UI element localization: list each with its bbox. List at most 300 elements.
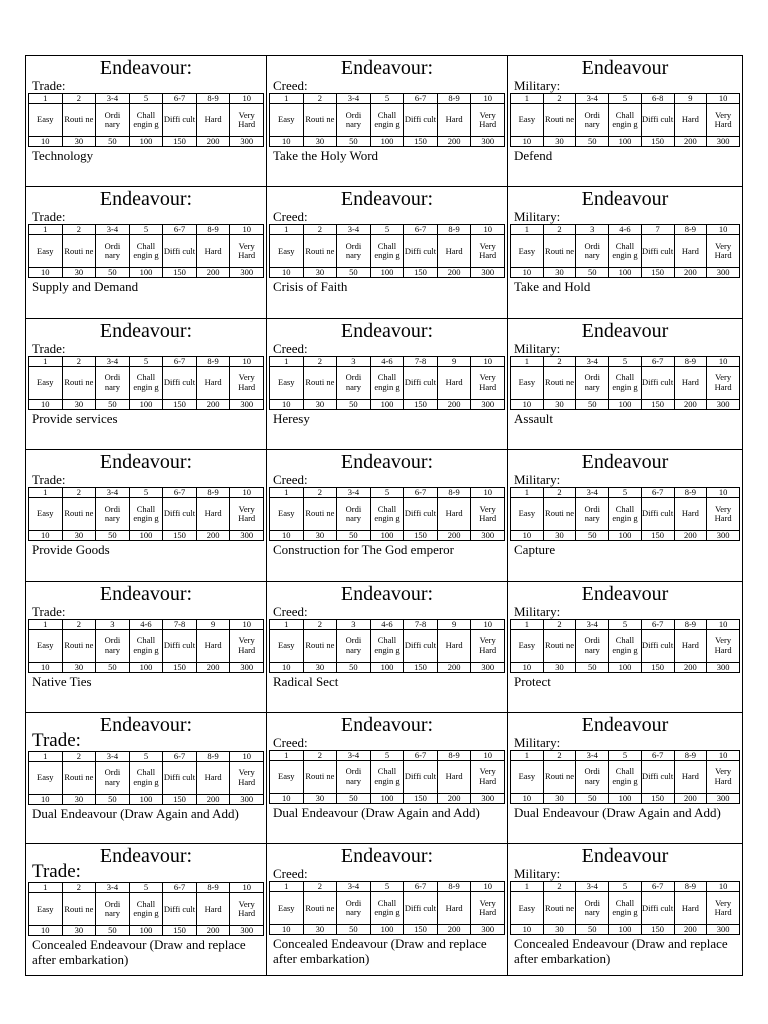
roll-range-cell: 1 — [511, 619, 544, 629]
difficulty-label-cell: Chall engin g — [129, 629, 163, 662]
difficulty-label-cell: Routi ne — [62, 366, 96, 399]
difficulty-label-cell: Ordi nary — [96, 104, 130, 137]
difficulty-value-cell: 30 — [62, 662, 96, 672]
difficulty-value-cell: 300 — [707, 531, 740, 541]
difficulty-label-cell: Chall engin g — [370, 104, 404, 137]
endeavour-card-sheet — [25, 55, 743, 976]
endeavour-card — [507, 843, 742, 974]
difficulty-label-cell: Ordi nary — [96, 498, 130, 531]
card-heading: Endeavour — [581, 188, 669, 211]
roll-range-cell: 3-4 — [96, 883, 130, 893]
roll-range-cell: 2 — [62, 488, 96, 498]
roll-range-cell: 3-4 — [337, 882, 371, 892]
difficulty-label-cell: Hard — [196, 893, 230, 926]
card-heading: Endeavour — [581, 451, 669, 474]
difficulty-value-cell: 150 — [163, 531, 197, 541]
difficulty-value-cell: 30 — [543, 925, 576, 935]
difficulty-label-cell: Hard — [437, 629, 471, 662]
card-heading: Endeavour — [581, 845, 669, 868]
card-heading: Endeavour: — [99, 451, 193, 474]
difficulty-label-cell: Easy — [270, 892, 304, 925]
difficulty-value-cell: 100 — [370, 925, 404, 935]
roll-range-cell: 5 — [129, 751, 163, 761]
roll-range-cell: 1 — [511, 356, 544, 366]
difficulty-label-cell: Routi ne — [543, 629, 576, 662]
difficulty-label-cell: Hard — [196, 761, 230, 794]
roll-range-cell: 3-4 — [576, 619, 609, 629]
difficulty-value-cell: 100 — [370, 531, 404, 541]
roll-range-cell: 3-4 — [337, 750, 371, 760]
roll-range-cell: 8-9 — [437, 882, 471, 892]
difficulty-label-cell: Diffi cult — [404, 498, 438, 531]
roll-range-cell: 2 — [543, 94, 576, 104]
roll-range-cell: 3-4 — [576, 882, 609, 892]
roll-range-cell: 3-4 — [96, 356, 130, 366]
card-heading: Endeavour: — [340, 845, 434, 868]
roll-range-cell: 8-9 — [196, 751, 230, 761]
roll-range-cell: 5 — [370, 750, 404, 760]
card-category: Military: — [514, 78, 561, 93]
roll-range-cell: 3-4 — [576, 750, 609, 760]
roll-range-cell: 3 — [576, 225, 609, 235]
roll-range-cell: 1 — [29, 356, 63, 366]
difficulty-value-cell: 300 — [230, 662, 264, 672]
difficulty-value-cell: 200 — [196, 399, 230, 409]
roll-range-cell: 2 — [62, 751, 96, 761]
difficulty-value-cell: 150 — [641, 925, 674, 935]
difficulty-table — [510, 881, 740, 935]
difficulty-label-cell: Diffi cult — [641, 760, 674, 793]
difficulty-label-cell: Diffi cult — [404, 235, 438, 268]
difficulty-value-cell: 30 — [303, 925, 337, 935]
roll-range-cell: 8-9 — [196, 225, 230, 235]
roll-range-cell: 8-9 — [196, 883, 230, 893]
roll-range-cell: 1 — [29, 94, 63, 104]
card-heading: Endeavour: — [99, 188, 193, 211]
difficulty-label-cell: Ordi nary — [576, 104, 609, 137]
endeavour-name: Assault — [514, 410, 553, 426]
roll-range-cell: 3-4 — [96, 225, 130, 235]
difficulty-value-cell: 150 — [641, 531, 674, 541]
roll-range-cell: 2 — [303, 356, 337, 366]
difficulty-value-cell: 300 — [707, 662, 740, 672]
difficulty-label-cell: Hard — [674, 104, 707, 137]
difficulty-value-cell: 30 — [303, 531, 337, 541]
difficulty-value-cell: 300 — [471, 268, 505, 278]
difficulty-value-cell: 200 — [437, 531, 471, 541]
difficulty-label-cell: Easy — [511, 760, 544, 793]
difficulty-label-cell: Chall engin g — [609, 498, 642, 531]
difficulty-table — [269, 224, 505, 278]
endeavour-name: Concealed Endeavour (Draw and replace after embarkation) — [514, 936, 728, 967]
card-heading: Endeavour: — [340, 713, 434, 736]
difficulty-value-cell: 150 — [163, 137, 197, 147]
difficulty-table — [28, 224, 264, 278]
difficulty-value-cell: 50 — [96, 268, 130, 278]
roll-range-cell: 1 — [29, 225, 63, 235]
endeavour-card — [507, 55, 742, 186]
difficulty-value-cell: 150 — [163, 926, 197, 936]
endeavour-card — [25, 449, 266, 580]
difficulty-label-cell: Diffi cult — [404, 760, 438, 793]
difficulty-value-cell: 30 — [543, 793, 576, 803]
difficulty-value-cell: 50 — [337, 925, 371, 935]
endeavour-card — [25, 843, 266, 974]
roll-range-cell: 1 — [29, 619, 63, 629]
difficulty-label-cell: Diffi cult — [404, 629, 438, 662]
difficulty-label-cell: Very Hard — [707, 760, 740, 793]
roll-range-cell: 10 — [471, 356, 505, 366]
difficulty-value-cell: 200 — [674, 793, 707, 803]
difficulty-label-cell: Very Hard — [707, 629, 740, 662]
difficulty-value-cell: 150 — [404, 399, 438, 409]
roll-range-cell: 3 — [337, 619, 371, 629]
difficulty-label-cell: Chall engin g — [129, 761, 163, 794]
difficulty-value-cell: 10 — [29, 794, 63, 804]
difficulty-value-cell: 50 — [96, 531, 130, 541]
roll-range-cell: 8-9 — [437, 225, 471, 235]
card-heading: Endeavour — [581, 57, 669, 79]
difficulty-label-cell: Easy — [511, 366, 544, 399]
difficulty-value-cell: 30 — [303, 268, 337, 278]
roll-range-cell: 1 — [29, 751, 63, 761]
difficulty-table — [269, 356, 505, 410]
difficulty-label-cell: Routi ne — [543, 366, 576, 399]
difficulty-value-cell: 30 — [62, 399, 96, 409]
difficulty-label-cell: Easy — [29, 893, 63, 926]
roll-range-cell: 10 — [230, 488, 264, 498]
endeavour-card — [25, 186, 266, 317]
difficulty-value-cell: 300 — [707, 137, 740, 147]
difficulty-table — [510, 93, 740, 147]
roll-range-cell: 2 — [303, 225, 337, 235]
difficulty-table — [269, 619, 505, 673]
card-heading: Endeavour: — [340, 188, 434, 211]
difficulty-label-cell: Very Hard — [471, 498, 505, 531]
difficulty-value-cell: 100 — [129, 399, 163, 409]
roll-range-cell: 5 — [370, 94, 404, 104]
roll-range-cell: 10 — [707, 488, 740, 498]
difficulty-table — [28, 751, 264, 805]
roll-range-cell: 8-9 — [196, 94, 230, 104]
difficulty-label-cell: Chall engin g — [129, 104, 163, 137]
endeavour-name: Provide services — [32, 410, 118, 426]
roll-range-cell: 2 — [543, 750, 576, 760]
card-heading: Endeavour: — [340, 57, 434, 79]
roll-range-cell: 8-9 — [674, 882, 707, 892]
roll-range-cell: 6-7 — [163, 751, 197, 761]
difficulty-value-cell: 300 — [471, 925, 505, 935]
difficulty-value-cell: 200 — [196, 662, 230, 672]
difficulty-value-cell: 300 — [471, 531, 505, 541]
difficulty-value-cell: 150 — [404, 268, 438, 278]
difficulty-label-cell: Ordi nary — [337, 235, 371, 268]
difficulty-label-cell: Diffi cult — [641, 235, 674, 268]
roll-range-cell: 8-9 — [196, 356, 230, 366]
difficulty-label-cell: Routi ne — [303, 892, 337, 925]
difficulty-value-cell: 150 — [641, 268, 674, 278]
roll-range-cell: 6-7 — [641, 750, 674, 760]
endeavour-card — [266, 712, 507, 843]
difficulty-value-cell: 30 — [543, 531, 576, 541]
difficulty-label-cell: Routi ne — [303, 760, 337, 793]
endeavour-name: Supply and Demand — [32, 279, 139, 295]
difficulty-label-cell: Diffi cult — [641, 892, 674, 925]
roll-range-cell: 4-6 — [609, 225, 642, 235]
difficulty-label-cell: Hard — [674, 498, 707, 531]
difficulty-label-cell: Diffi cult — [163, 104, 197, 137]
difficulty-value-cell: 300 — [230, 531, 264, 541]
endeavour-name: Capture — [514, 542, 556, 558]
roll-range-cell: 1 — [511, 94, 544, 104]
difficulty-label-cell: Very Hard — [230, 893, 264, 926]
difficulty-value-cell: 100 — [370, 268, 404, 278]
endeavour-name: Dual Endeavour (Draw Again and Add) — [32, 805, 239, 821]
endeavour-name: Defend — [514, 148, 553, 163]
roll-range-cell: 10 — [230, 751, 264, 761]
roll-range-cell: 2 — [543, 225, 576, 235]
difficulty-value-cell: 10 — [270, 662, 304, 672]
card-category: Military: — [514, 472, 561, 488]
difficulty-value-cell: 50 — [576, 268, 609, 278]
roll-range-cell: 8-9 — [674, 356, 707, 366]
difficulty-table — [28, 882, 264, 936]
difficulty-value-cell: 30 — [62, 137, 96, 147]
difficulty-label-cell: Easy — [511, 892, 544, 925]
difficulty-value-cell: 10 — [270, 268, 304, 278]
difficulty-label-cell: Diffi cult — [163, 761, 197, 794]
roll-range-cell: 1 — [29, 883, 63, 893]
difficulty-label-cell: Routi ne — [303, 629, 337, 662]
difficulty-value-cell: 300 — [707, 925, 740, 935]
difficulty-label-cell: Chall engin g — [370, 235, 404, 268]
difficulty-value-cell: 10 — [270, 399, 304, 409]
roll-range-cell: 6-7 — [404, 882, 438, 892]
difficulty-value-cell: 50 — [337, 793, 371, 803]
difficulty-value-cell: 10 — [511, 925, 544, 935]
difficulty-value-cell: 10 — [511, 137, 544, 147]
roll-range-cell: 6-7 — [404, 94, 438, 104]
difficulty-value-cell: 150 — [404, 531, 438, 541]
card-heading: Endeavour: — [340, 451, 434, 474]
card-category: Creed: — [273, 209, 308, 225]
difficulty-label-cell: Chall engin g — [609, 892, 642, 925]
roll-range-cell: 1 — [511, 225, 544, 235]
difficulty-value-cell: 100 — [370, 399, 404, 409]
difficulty-value-cell: 10 — [511, 531, 544, 541]
difficulty-value-cell: 50 — [576, 662, 609, 672]
difficulty-label-cell: Hard — [674, 366, 707, 399]
roll-range-cell: 10 — [471, 750, 505, 760]
difficulty-label-cell: Chall engin g — [609, 104, 642, 137]
card-heading: Endeavour: — [340, 319, 434, 342]
roll-range-cell: 2 — [303, 882, 337, 892]
roll-range-cell: 7-8 — [163, 619, 197, 629]
card-category: Trade: — [32, 209, 66, 225]
endeavour-card — [266, 449, 507, 580]
roll-range-cell: 3-4 — [337, 94, 371, 104]
difficulty-value-cell: 50 — [337, 137, 371, 147]
card-category: Trade: — [32, 861, 81, 883]
difficulty-value-cell: 300 — [230, 794, 264, 804]
difficulty-table — [28, 356, 264, 410]
difficulty-table — [510, 487, 740, 541]
difficulty-label-cell: Very Hard — [230, 498, 264, 531]
difficulty-value-cell: 50 — [96, 662, 130, 672]
roll-range-cell: 9 — [196, 619, 230, 629]
difficulty-value-cell: 50 — [337, 399, 371, 409]
difficulty-value-cell: 150 — [404, 137, 438, 147]
difficulty-label-cell: Chall engin g — [609, 235, 642, 268]
roll-range-cell: 8-9 — [196, 488, 230, 498]
roll-range-cell: 9 — [674, 94, 707, 104]
difficulty-label-cell: Ordi nary — [337, 498, 371, 531]
endeavour-name: Radical Sect — [273, 673, 339, 689]
endeavour-name: Provide Goods — [32, 542, 110, 558]
difficulty-label-cell: Diffi cult — [404, 892, 438, 925]
roll-range-cell: 3-4 — [96, 751, 130, 761]
difficulty-value-cell: 100 — [129, 926, 163, 936]
roll-range-cell: 5 — [609, 488, 642, 498]
difficulty-label-cell: Easy — [270, 498, 304, 531]
difficulty-label-cell: Chall engin g — [129, 893, 163, 926]
difficulty-label-cell: Ordi nary — [96, 235, 130, 268]
difficulty-label-cell: Easy — [29, 761, 63, 794]
roll-range-cell: 3 — [337, 356, 371, 366]
roll-range-cell: 2 — [303, 488, 337, 498]
roll-range-cell: 9 — [437, 356, 471, 366]
difficulty-value-cell: 200 — [674, 268, 707, 278]
difficulty-table — [510, 750, 740, 804]
endeavour-name: Technology — [32, 148, 94, 163]
roll-range-cell: 10 — [230, 225, 264, 235]
difficulty-value-cell: 50 — [337, 662, 371, 672]
difficulty-label-cell: Chall engin g — [129, 366, 163, 399]
difficulty-label-cell: Routi ne — [303, 235, 337, 268]
difficulty-value-cell: 150 — [404, 925, 438, 935]
difficulty-label-cell: Diffi cult — [163, 629, 197, 662]
difficulty-label-cell: Easy — [29, 629, 63, 662]
difficulty-label-cell: Easy — [270, 760, 304, 793]
difficulty-label-cell: Ordi nary — [96, 761, 130, 794]
difficulty-value-cell: 30 — [62, 926, 96, 936]
roll-range-cell: 1 — [511, 882, 544, 892]
roll-range-cell: 5 — [609, 882, 642, 892]
roll-range-cell: 8-9 — [674, 619, 707, 629]
endeavour-card — [25, 581, 266, 712]
difficulty-value-cell: 100 — [129, 137, 163, 147]
difficulty-label-cell: Easy — [270, 104, 304, 137]
difficulty-label-cell: Hard — [674, 235, 707, 268]
difficulty-value-cell: 200 — [437, 925, 471, 935]
difficulty-value-cell: 200 — [437, 399, 471, 409]
difficulty-table — [269, 93, 505, 147]
difficulty-value-cell: 300 — [707, 793, 740, 803]
endeavour-card — [507, 449, 742, 580]
card-heading: Endeavour: — [99, 319, 193, 342]
roll-range-cell: 10 — [707, 94, 740, 104]
endeavour-card — [507, 318, 742, 449]
difficulty-label-cell: Hard — [196, 366, 230, 399]
difficulty-label-cell: Very Hard — [707, 498, 740, 531]
roll-range-cell: 5 — [609, 94, 642, 104]
difficulty-value-cell: 100 — [609, 268, 642, 278]
roll-range-cell: 2 — [303, 619, 337, 629]
roll-range-cell: 10 — [230, 883, 264, 893]
endeavour-card — [25, 712, 266, 843]
endeavour-card — [266, 186, 507, 317]
roll-range-cell: 2 — [303, 750, 337, 760]
endeavour-name: Protect — [514, 673, 551, 689]
roll-range-cell: 6-7 — [163, 356, 197, 366]
difficulty-label-cell: Hard — [674, 760, 707, 793]
roll-range-cell: 6-7 — [163, 225, 197, 235]
difficulty-label-cell: Hard — [437, 892, 471, 925]
difficulty-label-cell: Easy — [270, 235, 304, 268]
roll-range-cell: 3-4 — [96, 488, 130, 498]
difficulty-value-cell: 100 — [609, 531, 642, 541]
difficulty-label-cell: Diffi cult — [163, 235, 197, 268]
difficulty-label-cell: Very Hard — [471, 892, 505, 925]
difficulty-label-cell: Easy — [29, 366, 63, 399]
card-category: Creed: — [273, 603, 308, 619]
difficulty-table — [510, 224, 740, 278]
roll-range-cell: 5 — [129, 883, 163, 893]
roll-range-cell: 8-9 — [674, 225, 707, 235]
roll-range-cell: 6-7 — [641, 619, 674, 629]
card-category: Trade: — [32, 472, 66, 488]
difficulty-label-cell: Very Hard — [707, 235, 740, 268]
difficulty-value-cell: 30 — [303, 793, 337, 803]
roll-range-cell: 8-9 — [437, 488, 471, 498]
roll-range-cell: 10 — [707, 356, 740, 366]
difficulty-label-cell: Diffi cult — [163, 366, 197, 399]
difficulty-value-cell: 150 — [404, 662, 438, 672]
roll-range-cell: 9 — [437, 619, 471, 629]
card-heading: Endeavour: — [99, 845, 193, 868]
difficulty-value-cell: 150 — [163, 268, 197, 278]
difficulty-label-cell: Ordi nary — [576, 760, 609, 793]
difficulty-value-cell: 10 — [511, 662, 544, 672]
difficulty-label-cell: Easy — [29, 235, 63, 268]
difficulty-value-cell: 100 — [609, 662, 642, 672]
difficulty-label-cell: Ordi nary — [96, 629, 130, 662]
difficulty-label-cell: Ordi nary — [576, 235, 609, 268]
roll-range-cell: 1 — [270, 750, 304, 760]
roll-range-cell: 6-7 — [641, 356, 674, 366]
difficulty-label-cell: Routi ne — [62, 761, 96, 794]
difficulty-label-cell: Ordi nary — [337, 366, 371, 399]
endeavour-name: Take the Holy Word — [273, 148, 379, 163]
roll-range-cell: 5 — [609, 750, 642, 760]
difficulty-label-cell: Chall engin g — [609, 629, 642, 662]
roll-range-cell: 10 — [707, 225, 740, 235]
difficulty-label-cell: Easy — [29, 498, 63, 531]
difficulty-value-cell: 10 — [270, 793, 304, 803]
card-category: Creed: — [273, 734, 308, 750]
difficulty-label-cell: Ordi nary — [576, 892, 609, 925]
difficulty-label-cell: Routi ne — [543, 235, 576, 268]
difficulty-label-cell: Chall engin g — [129, 498, 163, 531]
difficulty-table — [28, 93, 264, 147]
endeavour-name: Heresy — [273, 410, 310, 426]
difficulty-value-cell: 100 — [129, 662, 163, 672]
difficulty-value-cell: 300 — [471, 399, 505, 409]
difficulty-value-cell: 100 — [609, 925, 642, 935]
difficulty-label-cell: Easy — [511, 629, 544, 662]
difficulty-label-cell: Ordi nary — [337, 104, 371, 137]
difficulty-label-cell: Very Hard — [230, 629, 264, 662]
